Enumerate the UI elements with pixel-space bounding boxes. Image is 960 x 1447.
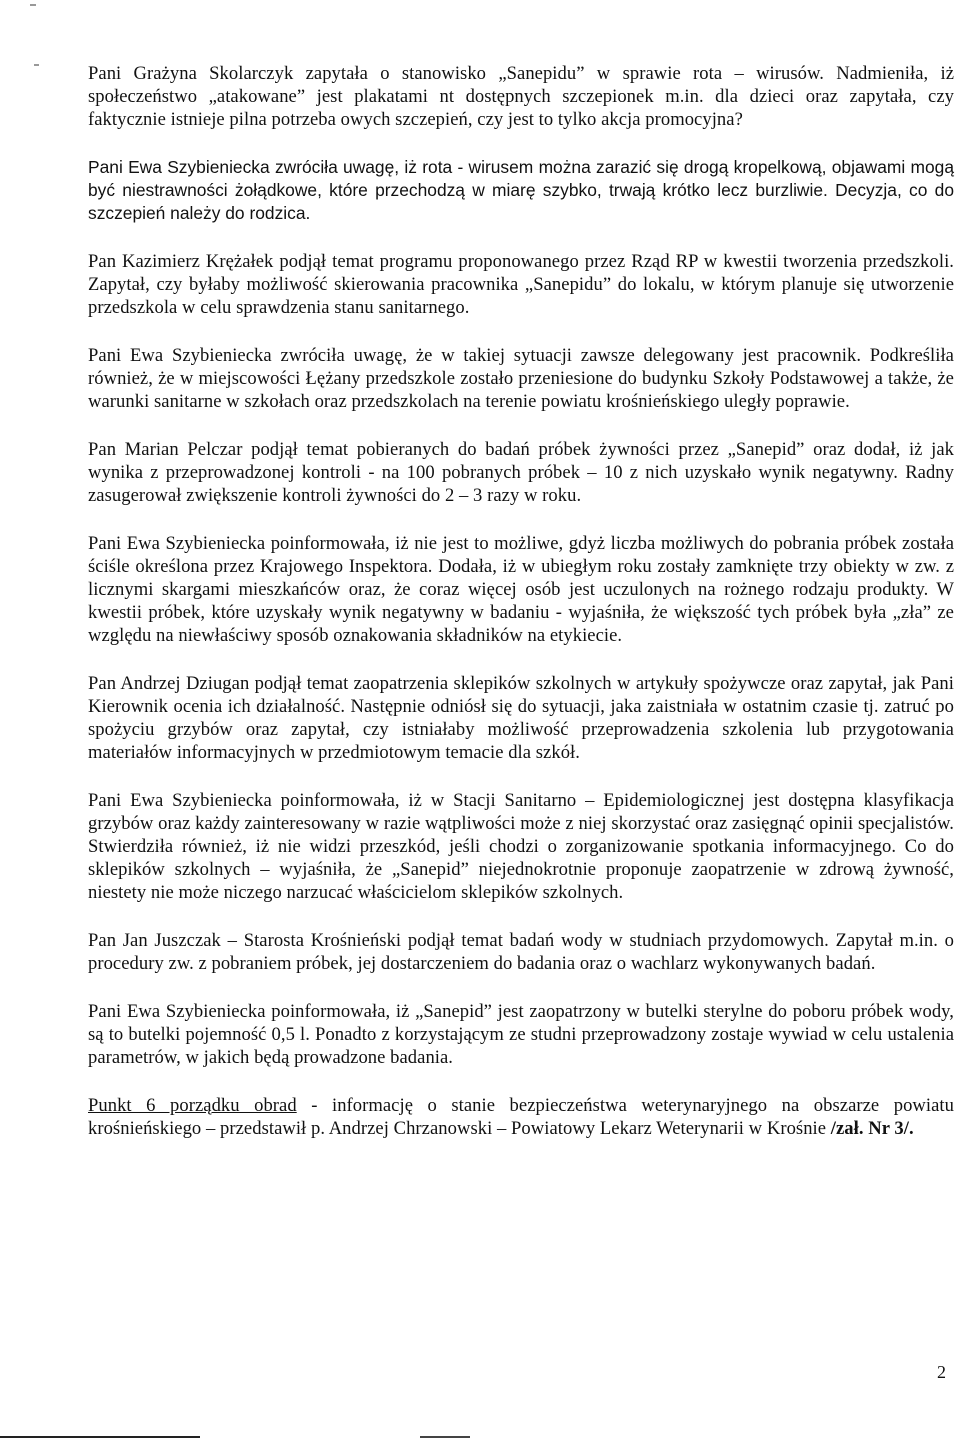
agenda-item-text: - informację o stanie bezpieczeństwa weterynaryjnego na obszarze powiatu krośnieńskiego – przedstawił p. Andrzej Chrzanowski – Powiatowy Lekarz Weterynarii w Krośnie xyxy=(88,1095,954,1139)
scan-edge-line xyxy=(420,1436,470,1438)
scan-artifact xyxy=(34,64,39,66)
paragraph: Pan Marian Pelczar podjął temat pobieranych do badań próbek żywności przez „Sanepid” oraz dodał, iż jak wynika z przeprowadzonej kontroli - na 100 pobranych próbek – 10 z nich uzyskało wynik negatywny. Radny zasugerował zwiększenie kontroli żywności do 2 – 3 razy w roku. xyxy=(88,439,954,506)
agenda-item-heading: Punkt 6 porządku obrad xyxy=(88,1095,297,1116)
scan-edge-line xyxy=(0,1436,200,1438)
paragraph: Pan Kazimierz Krężałek podjął temat programu proponowanego przez Rząd RP w kwestii tworzenia przedszkoli. Zapytał, czy byłaby możliwość skierowania pracownika „Sanepidu” do lokalu, w którym planuje się utworzenie przedszkola w celu sprawdzenia stanu sanitarnego. xyxy=(88,251,954,318)
paragraph: Pani Grażyna Skolarczyk zapytała o stanowisko „Sanepidu” w sprawie rota – wirusów. Nadmieniła, iż społeczeństwo „atakowane” jest plakatami nt dostępnych szczepionek m.in. dla dzieci oraz zapytała, czy faktycznie istnieje pilna potrzeba owych szczepień, czy jest to tylko akcja promocyjna? xyxy=(88,63,954,130)
paragraph: Pani Ewa Szybieniecka zwróciła uwagę, że w takiej sytuacji zawsze delegowany jest pracownik. Podkreśliła również, że w miejscowości Łężany przedszkole zostało przeniesione do budynku Szkoły Podstawowej a także, że warunki sanitarne w szkołach oraz przedszkolach na terenie powiatu krośnieńskiego uległy poprawie. xyxy=(88,345,954,412)
paragraph: Pani Ewa Szybieniecka zwróciła uwagę, iż rota - wirusem można zarazić się drogą kropelkową, objawami mogą być niestrawności żołądkowe, które przechodzą w miarę szybko, trwają krótko lecz burzliwie. Decyzja, co do szczepień należy do rodzica. xyxy=(88,157,954,223)
paragraph: Pani Ewa Szybieniecka poinformowała, iż w Stacji Sanitarno – Epidemiologicznej jest dostępna klasyfikacja grzybów oraz każdy zainteresowany w razie wątpliwości może z niej skorzystać oraz zasięgnąć opinii specjalistów. Stwierdziła również, iż nie widzi przeszkód, jeśli chodzi o zorganizowanie spotkania informacyjnego. Co do sklepików szkolnych – wyjaśniła, że „Sanepid” niejednokrotnie proponuje zaopatrzenie w zdrową żywność, niestety nie może niczego narzucać właścicielom sklepików szkolnych. xyxy=(88,790,954,903)
paragraph: Pan Jan Juszczak – Starosta Krośnieński podjął temat badań wody w studniach przydomowych. Zapytał m.in. o procedury zw. z pobraniem próbek, jej dostarczeniem do badania oraz o wachlarz wykonywanych badań. xyxy=(88,930,954,974)
attachment-reference: /zał. Nr 3/. xyxy=(830,1118,914,1139)
scan-artifact xyxy=(30,4,36,6)
paragraph: Pani Ewa Szybieniecka poinformowała, iż „Sanepid” jest zaopatrzony w butelki sterylne do poboru próbek wody, są to butelki pojemność 0,5 l. Ponadto z korzystającym ze studni przeprowadzony zostaje wywiad w celu ustalenia parametrów, w jakich będą prowadzone badania. xyxy=(88,1001,954,1068)
paragraph: Pan Andrzej Dziugan podjął temat zaopatrzenia sklepików szkolnych w artykuły spożywcze oraz zapytał, jak Pani Kierownik ocenia ich działalność. Następnie odniósł się do sytuacji, jaka zaistniała w ostatnim czasie tj. zatruć po spożyciu grzybów oraz zapytał, czy istniałaby możliwość przeprowadzenia szkolenia lub przygotowania materiałów informacyjnych w przedmiotowym temacie dla szkół. xyxy=(88,673,954,763)
agenda-item-paragraph xyxy=(88,1094,954,1140)
document-page xyxy=(88,62,954,1165)
page-number: 2 xyxy=(937,1362,946,1382)
paragraph: Pani Ewa Szybieniecka poinformowała, iż nie jest to możliwe, gdyż liczba możliwych do pobrania próbek została ściśle określona przez Krajowego Inspektora. Dodała, iż w ubiegłym roku zostały zamknięte trzy obiekty w zw. z licznymi skargami mieszkańców oraz, że coraz więcej osób jest uczulonych na rożnego rodzaju produkty. W kwestii próbek, które uzyskały wynik negatywny w badaniu - wyjaśniła, że większość tych próbek była „zła” ze względu na niewłaściwy sposób oznakowania składników na etykiecie. xyxy=(88,533,954,646)
